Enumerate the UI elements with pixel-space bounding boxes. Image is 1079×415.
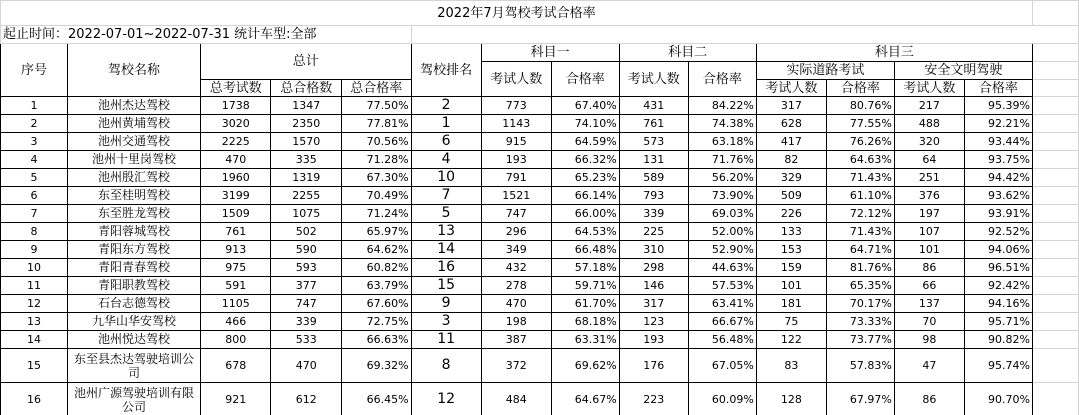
cell-total-rate[interactable]: 65.97%: [341, 223, 411, 241]
cell-s1-examinees[interactable]: 791: [481, 169, 551, 187]
empty-cell[interactable]: [1032, 241, 1078, 259]
cell-road-pass-rate[interactable]: 76.26%: [826, 133, 894, 151]
cell-safe-pass-rate[interactable]: 92.42%: [964, 277, 1032, 295]
cell-safe-examinees[interactable]: 107: [894, 223, 964, 241]
cell-total-pass[interactable]: 335: [271, 151, 341, 169]
cell-total-pass[interactable]: 1075: [271, 205, 341, 223]
cell-school-name[interactable]: 池州交通驾校: [67, 133, 200, 151]
cell-road-examinees[interactable]: 75: [756, 313, 826, 331]
empty-cell[interactable]: [1032, 169, 1078, 187]
cell-s2-examinees[interactable]: 310: [619, 241, 688, 259]
header-total-pass[interactable]: 总合格数: [271, 80, 341, 97]
cell-s2-examinees[interactable]: 176: [619, 349, 688, 383]
cell-s2-examinees[interactable]: 761: [619, 115, 688, 133]
cell-seq[interactable]: 14: [1, 331, 68, 349]
cell-seq[interactable]: 12: [1, 295, 68, 313]
cell-road-examinees[interactable]: 101: [756, 277, 826, 295]
cell-safe-pass-rate[interactable]: 90.70%: [964, 383, 1032, 415]
cell-rank[interactable]: 15: [411, 277, 481, 295]
table-row: [1, 115, 1079, 133]
cell-s2-examinees[interactable]: 573: [619, 133, 688, 151]
cell-safe-pass-rate[interactable]: 95.74%: [964, 349, 1032, 383]
header-total-exams[interactable]: 总考试数: [201, 80, 271, 97]
cell-road-examinees[interactable]: 226: [756, 205, 826, 223]
header-subject2[interactable]: 科目二: [619, 44, 756, 62]
cell-rank[interactable]: 16: [411, 259, 481, 277]
cell-safe-examinees[interactable]: 86: [894, 259, 964, 277]
cell-road-pass-rate[interactable]: 70.17%: [826, 295, 894, 313]
cell-road-pass-rate[interactable]: 81.76%: [826, 259, 894, 277]
cell-s2-pass-rate[interactable]: 71.76%: [688, 151, 756, 169]
cell-s1-pass-rate[interactable]: 67.40%: [551, 97, 619, 115]
cell-safe-pass-rate[interactable]: 94.16%: [964, 295, 1032, 313]
header-subject1[interactable]: 科目一: [481, 44, 619, 62]
cell-rank[interactable]: 6: [411, 133, 481, 151]
cell-safe-pass-rate[interactable]: 93.44%: [964, 133, 1032, 151]
cell-safe-pass-rate[interactable]: 96.51%: [964, 259, 1032, 277]
cell-s2-examinees[interactable]: 131: [619, 151, 688, 169]
cell-safe-pass-rate[interactable]: 92.21%: [964, 115, 1032, 133]
cell-s1-examinees[interactable]: 1521: [481, 187, 551, 205]
empty-cell[interactable]: [1032, 44, 1078, 62]
cell-safe-examinees[interactable]: 70: [894, 313, 964, 331]
cell-total-pass[interactable]: 533: [271, 331, 341, 349]
cell-rank[interactable]: 11: [411, 331, 481, 349]
cell-s1-pass-rate[interactable]: 64.59%: [551, 133, 619, 151]
cell-total-exams[interactable]: 3020: [201, 115, 271, 133]
cell-safe-pass-rate[interactable]: 93.62%: [964, 187, 1032, 205]
cell-school-name[interactable]: 池州黄埔驾校: [67, 115, 200, 133]
cell-s1-examinees[interactable]: 349: [481, 241, 551, 259]
cell-road-examinees[interactable]: 329: [756, 169, 826, 187]
cell-road-examinees[interactable]: 153: [756, 241, 826, 259]
cell-s1-examinees[interactable]: 296: [481, 223, 551, 241]
header-safe-driving[interactable]: 安全文明驾驶: [894, 62, 1032, 80]
cell-school-name[interactable]: 池州广源驾驶培训有限公司: [67, 383, 200, 415]
cell-total-exams[interactable]: 1105: [201, 295, 271, 313]
cell-rank[interactable]: 2: [411, 97, 481, 115]
cell-school-name[interactable]: 池州殷汇驾校: [67, 169, 200, 187]
cell-road-pass-rate[interactable]: 64.71%: [826, 241, 894, 259]
cell-total-rate[interactable]: 60.82%: [341, 259, 411, 277]
cell-total-exams[interactable]: 678: [201, 349, 271, 383]
cell-school-name[interactable]: 池州十里岗驾校: [67, 151, 200, 169]
cell-total-rate[interactable]: 77.50%: [341, 97, 411, 115]
cell-safe-examinees[interactable]: 251: [894, 169, 964, 187]
cell-seq[interactable]: 1: [1, 97, 68, 115]
cell-s2-examinees[interactable]: 339: [619, 205, 688, 223]
cell-s2-pass-rate[interactable]: 52.90%: [688, 241, 756, 259]
empty-cell[interactable]: [1032, 187, 1078, 205]
header-rank[interactable]: 驾校排名: [411, 44, 481, 97]
table-row: [1, 313, 1079, 331]
cell-total-rate[interactable]: 77.81%: [341, 115, 411, 133]
cell-road-pass-rate[interactable]: 72.12%: [826, 205, 894, 223]
cell-road-examinees[interactable]: 122: [756, 331, 826, 349]
table-row: [1, 277, 1079, 295]
cell-seq[interactable]: 6: [1, 187, 68, 205]
cell-s1-examinees[interactable]: 387: [481, 331, 551, 349]
cell-total-pass[interactable]: 502: [271, 223, 341, 241]
cell-road-examinees[interactable]: 128: [756, 383, 826, 415]
empty-cell[interactable]: [1032, 133, 1078, 151]
cell-s2-examinees[interactable]: 146: [619, 277, 688, 295]
cell-s2-examinees[interactable]: 589: [619, 169, 688, 187]
cell-total-exams[interactable]: 1738: [201, 97, 271, 115]
cell-total-exams[interactable]: 761: [201, 223, 271, 241]
cell-total-pass[interactable]: 612: [271, 383, 341, 415]
cell-s2-examinees[interactable]: 298: [619, 259, 688, 277]
cell-school-name[interactable]: 青阳青春驾校: [67, 259, 200, 277]
header-total-rate[interactable]: 总合格率: [341, 80, 411, 97]
cell-s2-pass-rate[interactable]: 56.48%: [688, 331, 756, 349]
cell-s2-pass-rate[interactable]: 56.20%: [688, 169, 756, 187]
cell-s2-pass-rate[interactable]: 66.67%: [688, 313, 756, 331]
cell-total-pass[interactable]: 593: [271, 259, 341, 277]
empty-cell[interactable]: [1032, 62, 1078, 80]
empty-cell[interactable]: [1032, 295, 1078, 313]
cell-s1-examinees[interactable]: 773: [481, 97, 551, 115]
cell-school-name[interactable]: 池州悦达驾校: [67, 331, 200, 349]
cell-s1-pass-rate[interactable]: 66.00%: [551, 205, 619, 223]
empty-cell[interactable]: [1032, 223, 1078, 241]
header-s2-pass-rate[interactable]: 合格率: [688, 62, 756, 97]
cell-seq[interactable]: 11: [1, 277, 68, 295]
cell-s2-examinees[interactable]: 225: [619, 223, 688, 241]
empty-cell[interactable]: [1032, 151, 1078, 169]
cell-safe-examinees[interactable]: 320: [894, 133, 964, 151]
cell-safe-pass-rate[interactable]: 94.06%: [964, 241, 1032, 259]
cell-safe-pass-rate[interactable]: 94.42%: [964, 169, 1032, 187]
cell-s2-pass-rate[interactable]: 69.03%: [688, 205, 756, 223]
cell-total-exams[interactable]: 3199: [201, 187, 271, 205]
cell-seq[interactable]: 15: [1, 349, 68, 383]
cell-safe-pass-rate[interactable]: 93.91%: [964, 205, 1032, 223]
cell-total-rate[interactable]: 64.62%: [341, 241, 411, 259]
cell-total-pass[interactable]: 470: [271, 349, 341, 383]
cell-s1-examinees[interactable]: 747: [481, 205, 551, 223]
cell-road-examinees[interactable]: 317: [756, 97, 826, 115]
cell-s2-examinees[interactable]: 123: [619, 313, 688, 331]
empty-cell[interactable]: [1032, 383, 1078, 415]
cell-s1-pass-rate[interactable]: 66.48%: [551, 241, 619, 259]
cell-seq[interactable]: 7: [1, 205, 68, 223]
cell-seq[interactable]: 2: [1, 115, 68, 133]
header-school-name[interactable]: 驾校名称: [67, 44, 200, 97]
cell-safe-examinees[interactable]: 101: [894, 241, 964, 259]
cell-road-pass-rate[interactable]: 57.83%: [826, 349, 894, 383]
cell-total-rate[interactable]: 66.45%: [341, 383, 411, 415]
empty-cell[interactable]: [1032, 277, 1078, 295]
header-seq[interactable]: 序号: [1, 44, 68, 97]
cell-safe-pass-rate[interactable]: 95.71%: [964, 313, 1032, 331]
cell-s2-examinees[interactable]: 223: [619, 383, 688, 415]
cell-total-exams[interactable]: 2225: [201, 133, 271, 151]
cell-s2-pass-rate[interactable]: 57.53%: [688, 277, 756, 295]
cell-safe-examinees[interactable]: 488: [894, 115, 964, 133]
cell-road-pass-rate[interactable]: 64.63%: [826, 151, 894, 169]
cell-s1-examinees[interactable]: 915: [481, 133, 551, 151]
cell-safe-examinees[interactable]: 217: [894, 97, 964, 115]
cell-seq[interactable]: 13: [1, 313, 68, 331]
cell-safe-examinees[interactable]: 376: [894, 187, 964, 205]
cell-total-rate[interactable]: 71.28%: [341, 151, 411, 169]
cell-safe-pass-rate[interactable]: 95.39%: [964, 97, 1032, 115]
cell-seq[interactable]: 5: [1, 169, 68, 187]
cell-total-pass[interactable]: 339: [271, 313, 341, 331]
cell-road-pass-rate[interactable]: 73.77%: [826, 331, 894, 349]
cell-s1-examinees[interactable]: 432: [481, 259, 551, 277]
cell-total-pass[interactable]: 1570: [271, 133, 341, 151]
cell-s1-examinees[interactable]: 484: [481, 383, 551, 415]
cell-rank[interactable]: 3: [411, 313, 481, 331]
cell-total-exams[interactable]: 921: [201, 383, 271, 415]
empty-cell[interactable]: [1032, 80, 1078, 97]
cell-s1-pass-rate[interactable]: 59.71%: [551, 277, 619, 295]
cell-total-pass[interactable]: 1347: [271, 97, 341, 115]
cell-seq[interactable]: 3: [1, 133, 68, 151]
cell-s1-pass-rate[interactable]: 61.70%: [551, 295, 619, 313]
cell-rank[interactable]: 5: [411, 205, 481, 223]
cell-road-pass-rate[interactable]: 67.97%: [826, 383, 894, 415]
table-row: [1, 205, 1079, 223]
cell-school-name[interactable]: 九华山华安驾校: [67, 313, 200, 331]
cell-total-pass[interactable]: 590: [271, 241, 341, 259]
header-safe-pass-rate[interactable]: 合格率: [964, 80, 1032, 97]
cell-s2-examinees[interactable]: 431: [619, 97, 688, 115]
cell-seq[interactable]: 10: [1, 259, 68, 277]
cell-rank[interactable]: 1: [411, 115, 481, 133]
empty-cell[interactable]: [1032, 259, 1078, 277]
cell-s1-pass-rate[interactable]: 64.67%: [551, 383, 619, 415]
cell-rank[interactable]: 13: [411, 223, 481, 241]
cell-safe-pass-rate[interactable]: 93.75%: [964, 151, 1032, 169]
cell-rank[interactable]: 9: [411, 295, 481, 313]
cell-s1-examinees[interactable]: 198: [481, 313, 551, 331]
cell-seq[interactable]: 9: [1, 241, 68, 259]
cell-total-rate[interactable]: 63.79%: [341, 277, 411, 295]
cell-total-rate[interactable]: 69.32%: [341, 349, 411, 383]
cell-s1-examinees[interactable]: 372: [481, 349, 551, 383]
empty-cell[interactable]: [1032, 1, 1078, 26]
cell-seq[interactable]: 8: [1, 223, 68, 241]
cell-s1-examinees[interactable]: 193: [481, 151, 551, 169]
cell-school-name[interactable]: 池州杰达驾校: [67, 97, 200, 115]
cell-s1-pass-rate[interactable]: 64.53%: [551, 223, 619, 241]
cell-safe-examinees[interactable]: 66: [894, 277, 964, 295]
table-row: [1, 187, 1079, 205]
cell-safe-examinees[interactable]: 137: [894, 295, 964, 313]
cell-s1-pass-rate[interactable]: 68.18%: [551, 313, 619, 331]
cell-total-exams[interactable]: 913: [201, 241, 271, 259]
cell-school-name[interactable]: 青阳东方驾校: [67, 241, 200, 259]
cell-s2-pass-rate[interactable]: 60.09%: [688, 383, 756, 415]
cell-safe-pass-rate[interactable]: 92.52%: [964, 223, 1032, 241]
table-row: [1, 151, 1079, 169]
cell-s2-pass-rate[interactable]: 63.18%: [688, 133, 756, 151]
cell-road-examinees[interactable]: 82: [756, 151, 826, 169]
cell-school-name[interactable]: 东至县杰达驾驶培训公司: [67, 349, 200, 383]
cell-total-exams[interactable]: 1509: [201, 205, 271, 223]
cell-total-pass[interactable]: 2350: [271, 115, 341, 133]
date-range-subtitle[interactable]: 起止时间：2022-07-01~2022-07-31 统计车型:全部: [1, 26, 412, 44]
cell-s2-pass-rate[interactable]: 73.90%: [688, 187, 756, 205]
cell-total-rate[interactable]: 67.30%: [341, 169, 411, 187]
empty-cell[interactable]: [1032, 349, 1078, 383]
cell-s2-pass-rate[interactable]: 74.38%: [688, 115, 756, 133]
cell-s2-pass-rate[interactable]: 44.63%: [688, 259, 756, 277]
cell-road-pass-rate[interactable]: 71.43%: [826, 223, 894, 241]
cell-s1-pass-rate[interactable]: 66.32%: [551, 151, 619, 169]
cell-road-examinees[interactable]: 83: [756, 349, 826, 383]
cell-safe-examinees[interactable]: 197: [894, 205, 964, 223]
cell-s2-examinees[interactable]: 793: [619, 187, 688, 205]
header-safe-examinees[interactable]: 考试人数: [894, 80, 964, 97]
cell-school-name[interactable]: 东至胜龙驾校: [67, 205, 200, 223]
header-road-examinees[interactable]: 考试人数: [756, 80, 826, 97]
table-row: [1, 241, 1079, 259]
table-row: [1, 383, 1079, 415]
cell-safe-examinees[interactable]: 86: [894, 383, 964, 415]
cell-s2-examinees[interactable]: 193: [619, 331, 688, 349]
cell-safe-examinees[interactable]: 64: [894, 151, 964, 169]
empty-cell[interactable]: [1032, 205, 1078, 223]
cell-total-exams[interactable]: 800: [201, 331, 271, 349]
header-total[interactable]: 总计: [201, 44, 412, 80]
header-subject3[interactable]: 科目三: [756, 44, 1032, 62]
cell-total-exams[interactable]: 470: [201, 151, 271, 169]
cell-total-pass[interactable]: 1319: [271, 169, 341, 187]
table-row: [1, 295, 1079, 313]
cell-total-exams[interactable]: 975: [201, 259, 271, 277]
cell-road-examinees[interactable]: 159: [756, 259, 826, 277]
empty-cell[interactable]: [1032, 115, 1078, 133]
header-s1-pass-rate[interactable]: 合格率: [551, 62, 619, 97]
header-road-test[interactable]: 实际道路考试: [756, 62, 894, 80]
table-row: [1, 133, 1079, 151]
cell-total-rate[interactable]: 72.75%: [341, 313, 411, 331]
cell-rank[interactable]: 12: [411, 383, 481, 415]
empty-cell[interactable]: [1032, 313, 1078, 331]
report-title[interactable]: 2022年7月驾校考试合格率: [1, 1, 1033, 26]
cell-school-name[interactable]: 青阳蓉城驾校: [67, 223, 200, 241]
cell-total-rate[interactable]: 71.24%: [341, 205, 411, 223]
cell-seq[interactable]: 16: [1, 383, 68, 415]
table-row: [1, 169, 1079, 187]
cell-total-rate[interactable]: 70.56%: [341, 133, 411, 151]
cell-road-pass-rate[interactable]: 73.33%: [826, 313, 894, 331]
cell-s2-pass-rate[interactable]: 67.05%: [688, 349, 756, 383]
cell-school-name[interactable]: 青阳职教驾校: [67, 277, 200, 295]
cell-road-examinees[interactable]: 133: [756, 223, 826, 241]
table-row: [1, 259, 1079, 277]
cell-s1-pass-rate[interactable]: 57.18%: [551, 259, 619, 277]
cell-road-pass-rate[interactable]: 80.76%: [826, 97, 894, 115]
cell-s1-pass-rate[interactable]: 69.62%: [551, 349, 619, 383]
cell-road-pass-rate[interactable]: 65.35%: [826, 277, 894, 295]
header-road-pass-rate[interactable]: 合格率: [826, 80, 894, 97]
table-row: [1, 331, 1079, 349]
table-row: [1, 97, 1079, 115]
cell-total-exams[interactable]: 466: [201, 313, 271, 331]
header-s2-examinees[interactable]: 考试人数: [619, 62, 688, 97]
cell-school-name[interactable]: 石台志德驾校: [67, 295, 200, 313]
cell-s1-pass-rate[interactable]: 63.31%: [551, 331, 619, 349]
cell-total-exams[interactable]: 591: [201, 277, 271, 295]
cell-road-examinees[interactable]: 509: [756, 187, 826, 205]
cell-s1-pass-rate[interactable]: 74.10%: [551, 115, 619, 133]
cell-road-examinees[interactable]: 181: [756, 295, 826, 313]
cell-s2-pass-rate[interactable]: 63.41%: [688, 295, 756, 313]
cell-seq[interactable]: 4: [1, 151, 68, 169]
cell-road-pass-rate[interactable]: 77.55%: [826, 115, 894, 133]
cell-s2-pass-rate[interactable]: 52.00%: [688, 223, 756, 241]
empty-cell[interactable]: [1032, 97, 1078, 115]
header-s1-examinees[interactable]: 考试人数: [481, 62, 551, 97]
cell-total-rate[interactable]: 67.60%: [341, 295, 411, 313]
cell-rank[interactable]: 7: [411, 187, 481, 205]
cell-road-examinees[interactable]: 417: [756, 133, 826, 151]
table-row: [1, 223, 1079, 241]
cell-safe-examinees[interactable]: 47: [894, 349, 964, 383]
cell-road-pass-rate[interactable]: 71.43%: [826, 169, 894, 187]
cell-total-pass[interactable]: 747: [271, 295, 341, 313]
cell-school-name[interactable]: 东至桂明驾校: [67, 187, 200, 205]
cell-total-pass[interactable]: 377: [271, 277, 341, 295]
cell-s1-pass-rate[interactable]: 65.23%: [551, 169, 619, 187]
cell-total-pass[interactable]: 2255: [271, 187, 341, 205]
cell-s2-examinees[interactable]: 317: [619, 295, 688, 313]
cell-safe-examinees[interactable]: 98: [894, 331, 964, 349]
empty-cell[interactable]: [411, 26, 1078, 44]
cell-rank[interactable]: 4: [411, 151, 481, 169]
cell-s1-pass-rate[interactable]: 66.14%: [551, 187, 619, 205]
cell-s1-examinees[interactable]: 278: [481, 277, 551, 295]
cell-s1-examinees[interactable]: 470: [481, 295, 551, 313]
cell-rank[interactable]: 10: [411, 169, 481, 187]
cell-road-examinees[interactable]: 628: [756, 115, 826, 133]
table-row: [1, 349, 1079, 383]
cell-s1-examinees[interactable]: 1143: [481, 115, 551, 133]
cell-rank[interactable]: 14: [411, 241, 481, 259]
cell-s2-pass-rate[interactable]: 84.22%: [688, 97, 756, 115]
cell-road-pass-rate[interactable]: 61.10%: [826, 187, 894, 205]
cell-safe-pass-rate[interactable]: 90.82%: [964, 331, 1032, 349]
cell-rank[interactable]: 8: [411, 349, 481, 383]
cell-total-rate[interactable]: 66.63%: [341, 331, 411, 349]
cell-total-exams[interactable]: 1960: [201, 169, 271, 187]
cell-total-rate[interactable]: 70.49%: [341, 187, 411, 205]
empty-cell[interactable]: [1032, 331, 1078, 349]
